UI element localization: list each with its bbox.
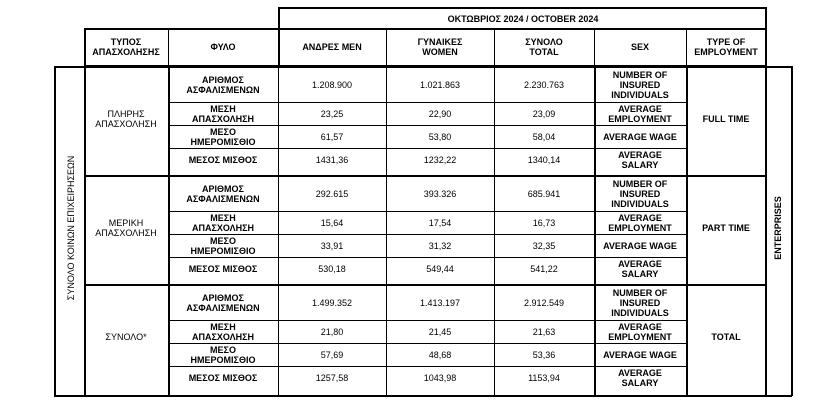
grid-line (84, 175, 766, 177)
metric-label-en: AVERAGE EMPLOYMENT (608, 212, 672, 233)
value-men: 33,91 (320, 240, 344, 251)
grid-line (84, 284, 766, 286)
value-men: 61,57 (320, 131, 344, 142)
left-vertical-label: ΣΥΝΟΛΟ ΚΟΙΝΩΝ ΕΠΙΧΕΙΡΗΣΕΩΝ (66, 155, 76, 301)
grid-line (54, 66, 792, 68)
metric-label-gr: ΜΕΣΟ ΗΜΕΡΟΜΙΣΘΙΟ (190, 126, 256, 147)
value-total: 1340,14 (527, 154, 561, 165)
grid-line (168, 125, 686, 126)
group-label-gr: ΜΕΡΙΚΗ ΑΠΑΣΧΟΛΗΣΗ (95, 218, 157, 238)
grid-line (594, 66, 596, 396)
value-men: 23,25 (320, 108, 344, 119)
total-header: ΣΥΝΟΛΟ TOTAL (525, 37, 563, 57)
grid-line (278, 66, 279, 396)
grid-line (168, 343, 686, 344)
sex-header-gr: ΦΥΛΟ (210, 42, 236, 52)
metric-label-gr: ΑΡΙΘΜΟΣ ΑΣΦΑΛΙΣΜΕΝΩΝ (186, 183, 260, 204)
value-total: 685.941 (527, 188, 561, 199)
value-women: 549,44 (426, 263, 454, 274)
metric-label-gr: ΑΡΙΘΜΟΣ ΑΣΦΑΛΙΣΜΕΝΩΝ (186, 74, 260, 95)
group-label-en: FULL TIME (702, 114, 750, 124)
metric-label-en: AVERAGE WAGE (603, 240, 677, 251)
grid-line (168, 102, 686, 103)
value-men: 57,69 (320, 349, 344, 360)
metric-label-gr: ΜΕΣΗ ΑΠΑΣΧΟΛΗΣΗ (191, 321, 255, 342)
value-men: 530,18 (318, 263, 346, 274)
grid-line (84, 66, 86, 396)
grid-line (594, 28, 595, 66)
metric-label-gr: ΜΕΣΟΣ ΜΙΣΘΟΣ (188, 154, 258, 165)
value-men: 292.615 (315, 188, 349, 199)
grid-line (278, 7, 766, 9)
value-total: 23,09 (532, 108, 556, 119)
grid-line (168, 257, 686, 258)
grid-line (168, 320, 686, 321)
metric-label-gr: ΜΕΣΟΣ ΜΙΣΘΟΣ (188, 372, 258, 383)
grid-line (686, 28, 687, 66)
value-women: 53,80 (428, 131, 452, 142)
value-total: 53,36 (532, 349, 556, 360)
grid-line (168, 148, 686, 149)
grid-line (84, 28, 86, 66)
value-women: 1232,22 (423, 154, 457, 165)
value-total: 541,22 (530, 263, 558, 274)
value-total: 2.230.763 (523, 79, 565, 90)
value-total: 2.912.549 (523, 297, 565, 308)
metric-label-en: AVERAGE WAGE (603, 131, 677, 142)
metric-label-en: AVERAGE SALARY (618, 258, 662, 279)
metric-label-gr: ΜΕΣΟΣ ΜΙΣΘΟΣ (188, 263, 258, 274)
value-women: 17,54 (428, 217, 452, 228)
group-label-gr: ΠΛΗΡΗΣ ΑΠΑΣΧΟΛΗΣΗ (95, 109, 157, 129)
value-total: 1153,94 (528, 372, 560, 383)
value-men: 1.499.352 (311, 297, 353, 308)
grid-line (168, 28, 169, 66)
value-men: 15,64 (320, 217, 344, 228)
group-label-gr: ΣΥΝΟΛΟ* (105, 332, 147, 342)
employment-type-header-en: TYPE OF EMPLOYMENT (694, 37, 758, 57)
metric-label-en: NUMBER OF INSURED INDIVIDUALS (611, 69, 669, 100)
metric-label-gr: ΜΕΣΗ ΑΠΑΣΧΟΛΗΣΗ (191, 212, 255, 233)
grid-line (168, 366, 686, 367)
value-total: 58,04 (532, 131, 556, 142)
sex-header-en: SEX (630, 42, 649, 52)
value-men: 1.208.900 (311, 79, 353, 90)
women-header: ΓΥΝΑΙΚΕΣ WOMEN (417, 37, 463, 57)
grid-line (168, 211, 686, 212)
value-total: 16,73 (532, 217, 556, 228)
value-total: 32,35 (532, 240, 556, 251)
metric-label-gr: ΜΕΣΗ ΑΠΑΣΧΟΛΗΣΗ (191, 103, 255, 124)
metric-label-en: AVERAGE EMPLOYMENT (608, 321, 672, 342)
grid-line (386, 66, 387, 396)
grid-line (278, 7, 280, 66)
grid-line (494, 66, 495, 396)
grid-line (84, 28, 766, 30)
value-women: 1.413.197 (419, 297, 461, 308)
metric-label-en: NUMBER OF INSURED INDIVIDUALS (611, 287, 669, 318)
grid-line (765, 66, 767, 396)
value-men: 1257,58 (315, 372, 349, 383)
right-vertical-label: ENTERPRISES (773, 196, 783, 260)
value-women: 22,90 (428, 108, 452, 119)
grid-line (686, 66, 688, 396)
grid-line (54, 66, 56, 396)
grid-line (168, 234, 686, 235)
grid-line (791, 66, 793, 396)
value-total: 21,63 (532, 326, 556, 337)
group-label-en: PART TIME (702, 223, 750, 233)
value-women: 1.021.863 (419, 79, 461, 90)
metric-label-gr: ΜΕΣΟ ΗΜΕΡΟΜΙΣΘΙΟ (190, 235, 256, 256)
value-women: 21,45 (428, 326, 452, 337)
value-men: 21,80 (320, 326, 344, 337)
value-women: 31,32 (428, 240, 452, 251)
metric-label-gr: ΑΡΙΘΜΟΣ ΑΣΦΑΛΙΣΜΕΝΩΝ (186, 292, 260, 313)
metric-label-en: AVERAGE SALARY (618, 149, 662, 170)
grid-line (494, 28, 495, 66)
value-women: 48,68 (428, 349, 452, 360)
grid-line (168, 66, 170, 396)
metric-label-en: AVERAGE WAGE (603, 349, 677, 360)
men-header: ΑΝΔΡΕΣ MEN (302, 42, 362, 52)
employment-type-header-gr: ΤΥΠΟΣ ΑΠΑΣΧΟΛΗΣΗΣ (92, 37, 160, 57)
value-women: 1043,98 (423, 372, 457, 383)
grid-line (765, 7, 767, 66)
value-women: 393.326 (423, 188, 457, 199)
value-men: 1431,36 (315, 154, 349, 165)
metric-label-en: AVERAGE SALARY (618, 367, 662, 388)
metric-label-gr: ΜΕΣΟ ΗΜΕΡΟΜΙΣΘΙΟ (190, 344, 256, 365)
grid-line (386, 28, 387, 66)
group-label-en: TOTAL (711, 332, 741, 342)
metric-label-en: AVERAGE EMPLOYMENT (608, 103, 672, 124)
grid-line (54, 395, 792, 397)
period-header: ΟΚΤΩΒΡΙΟΣ 2024 / OCTOBER 2024 (447, 13, 599, 24)
metric-label-en: NUMBER OF INSURED INDIVIDUALS (611, 178, 669, 209)
